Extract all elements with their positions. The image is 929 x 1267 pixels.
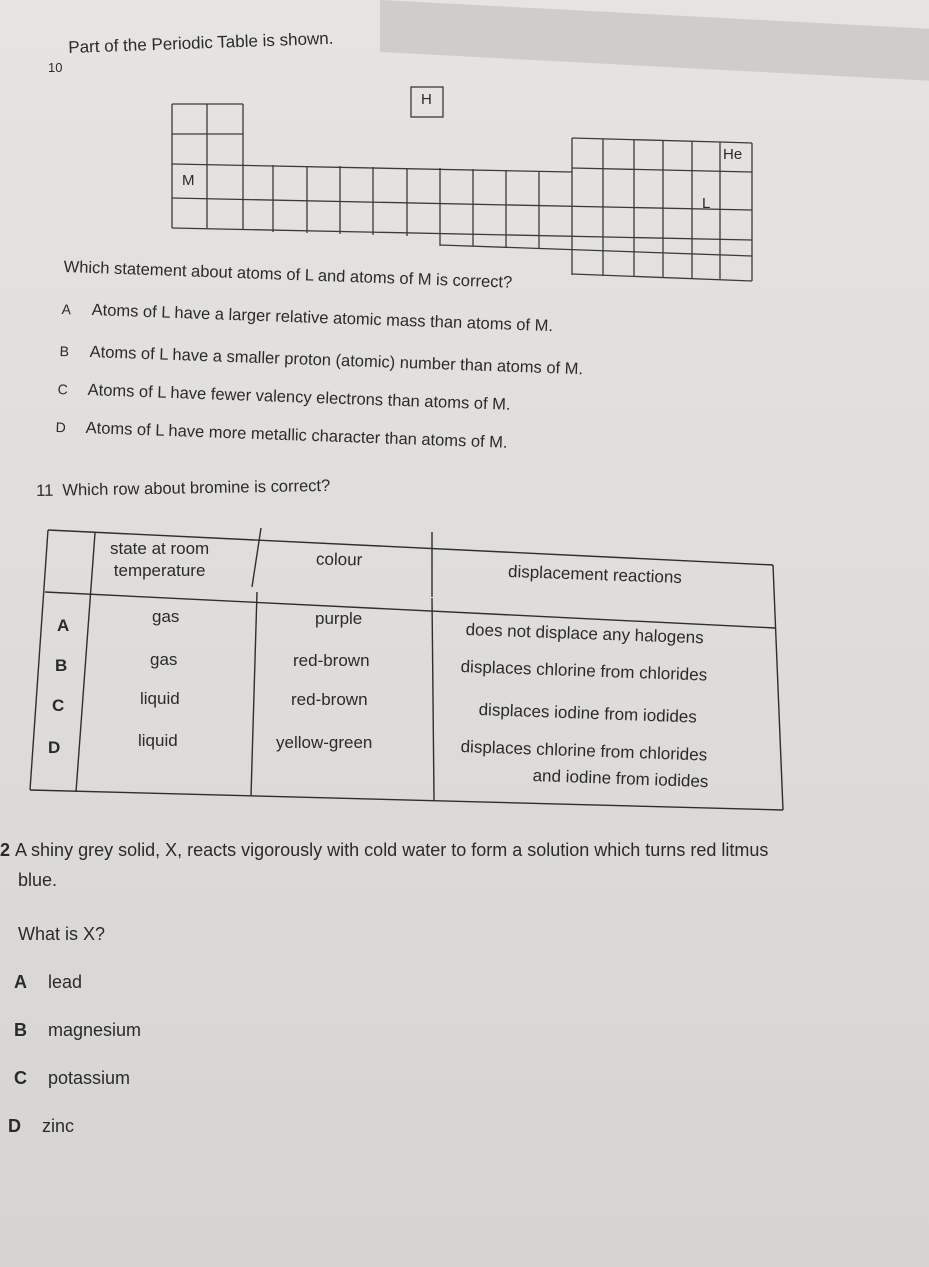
q10-option-b: B Atoms of L have a smaller proton (atomic) number than atoms of M. [59,342,584,379]
q12-option-d: D zinc [8,1116,75,1136]
header-colour: colour [315,549,363,570]
question-12-stem-line1: 2 A shiny grey solid, X, reacts vigorously with cold water to form a solution which turns red litmus [0,840,769,860]
row-d-letter: D [48,738,61,757]
q10-option-d: D Atoms of L have more metallic character than atoms of M. [55,418,508,452]
question-12-stem-line2: blue. [18,870,58,890]
q12-option-c: C potassium [14,1068,131,1088]
row-b-letter: B [55,656,68,675]
header-displacement: displacement reactions [507,561,683,588]
element-m-label: M [182,172,195,189]
row-b-colour: red-brown [293,651,370,670]
row-a-letter: A [57,616,70,635]
q10-option-c: C Atoms of L have fewer valency electrons than atoms of M. [57,380,511,414]
question-10-stem: Which statement about atoms of L and atoms of M is correct? [63,258,513,292]
header-state [110,538,209,582]
row-c-colour: red-brown [291,690,368,709]
question-10-intro: Part of the Periodic Table is shown. [68,28,334,57]
row-a-reaction: does not displace any halogens [465,620,705,648]
row-c-reaction: displaces iodine from iodides [478,700,698,727]
row-b-reaction: displaces chlorine from chlorides [460,657,708,685]
question-12-question: What is X? [18,924,106,944]
question-11-stem: 11 Which row about bromine is correct? [36,476,331,500]
row-a-colour: purple [315,609,363,628]
row-a-state: gas [152,607,180,626]
header-state-line2: temperature [113,561,206,580]
element-h-label: H [421,91,432,108]
row-d-reaction-line2: and iodine from iodides [532,766,709,792]
row-d-state: liquid [138,731,178,750]
q12-option-a: A lead [14,972,83,992]
question-10-number: 10 [48,60,63,75]
q10-option-a: A Atoms of L have a larger relative atomic mass than atoms of M. [61,300,554,336]
header-state-line1: state at room [110,539,210,558]
q12-option-b: B magnesium [14,1020,142,1040]
row-d-reaction-line1: displaces chlorine from chlorides [460,737,708,765]
row-c-letter: C [52,696,65,715]
row-d-colour: yellow-green [276,733,373,752]
element-he-label: He [723,146,743,163]
row-b-state: gas [150,650,178,669]
element-l-label: L [702,195,711,212]
row-c-state: liquid [140,689,180,708]
